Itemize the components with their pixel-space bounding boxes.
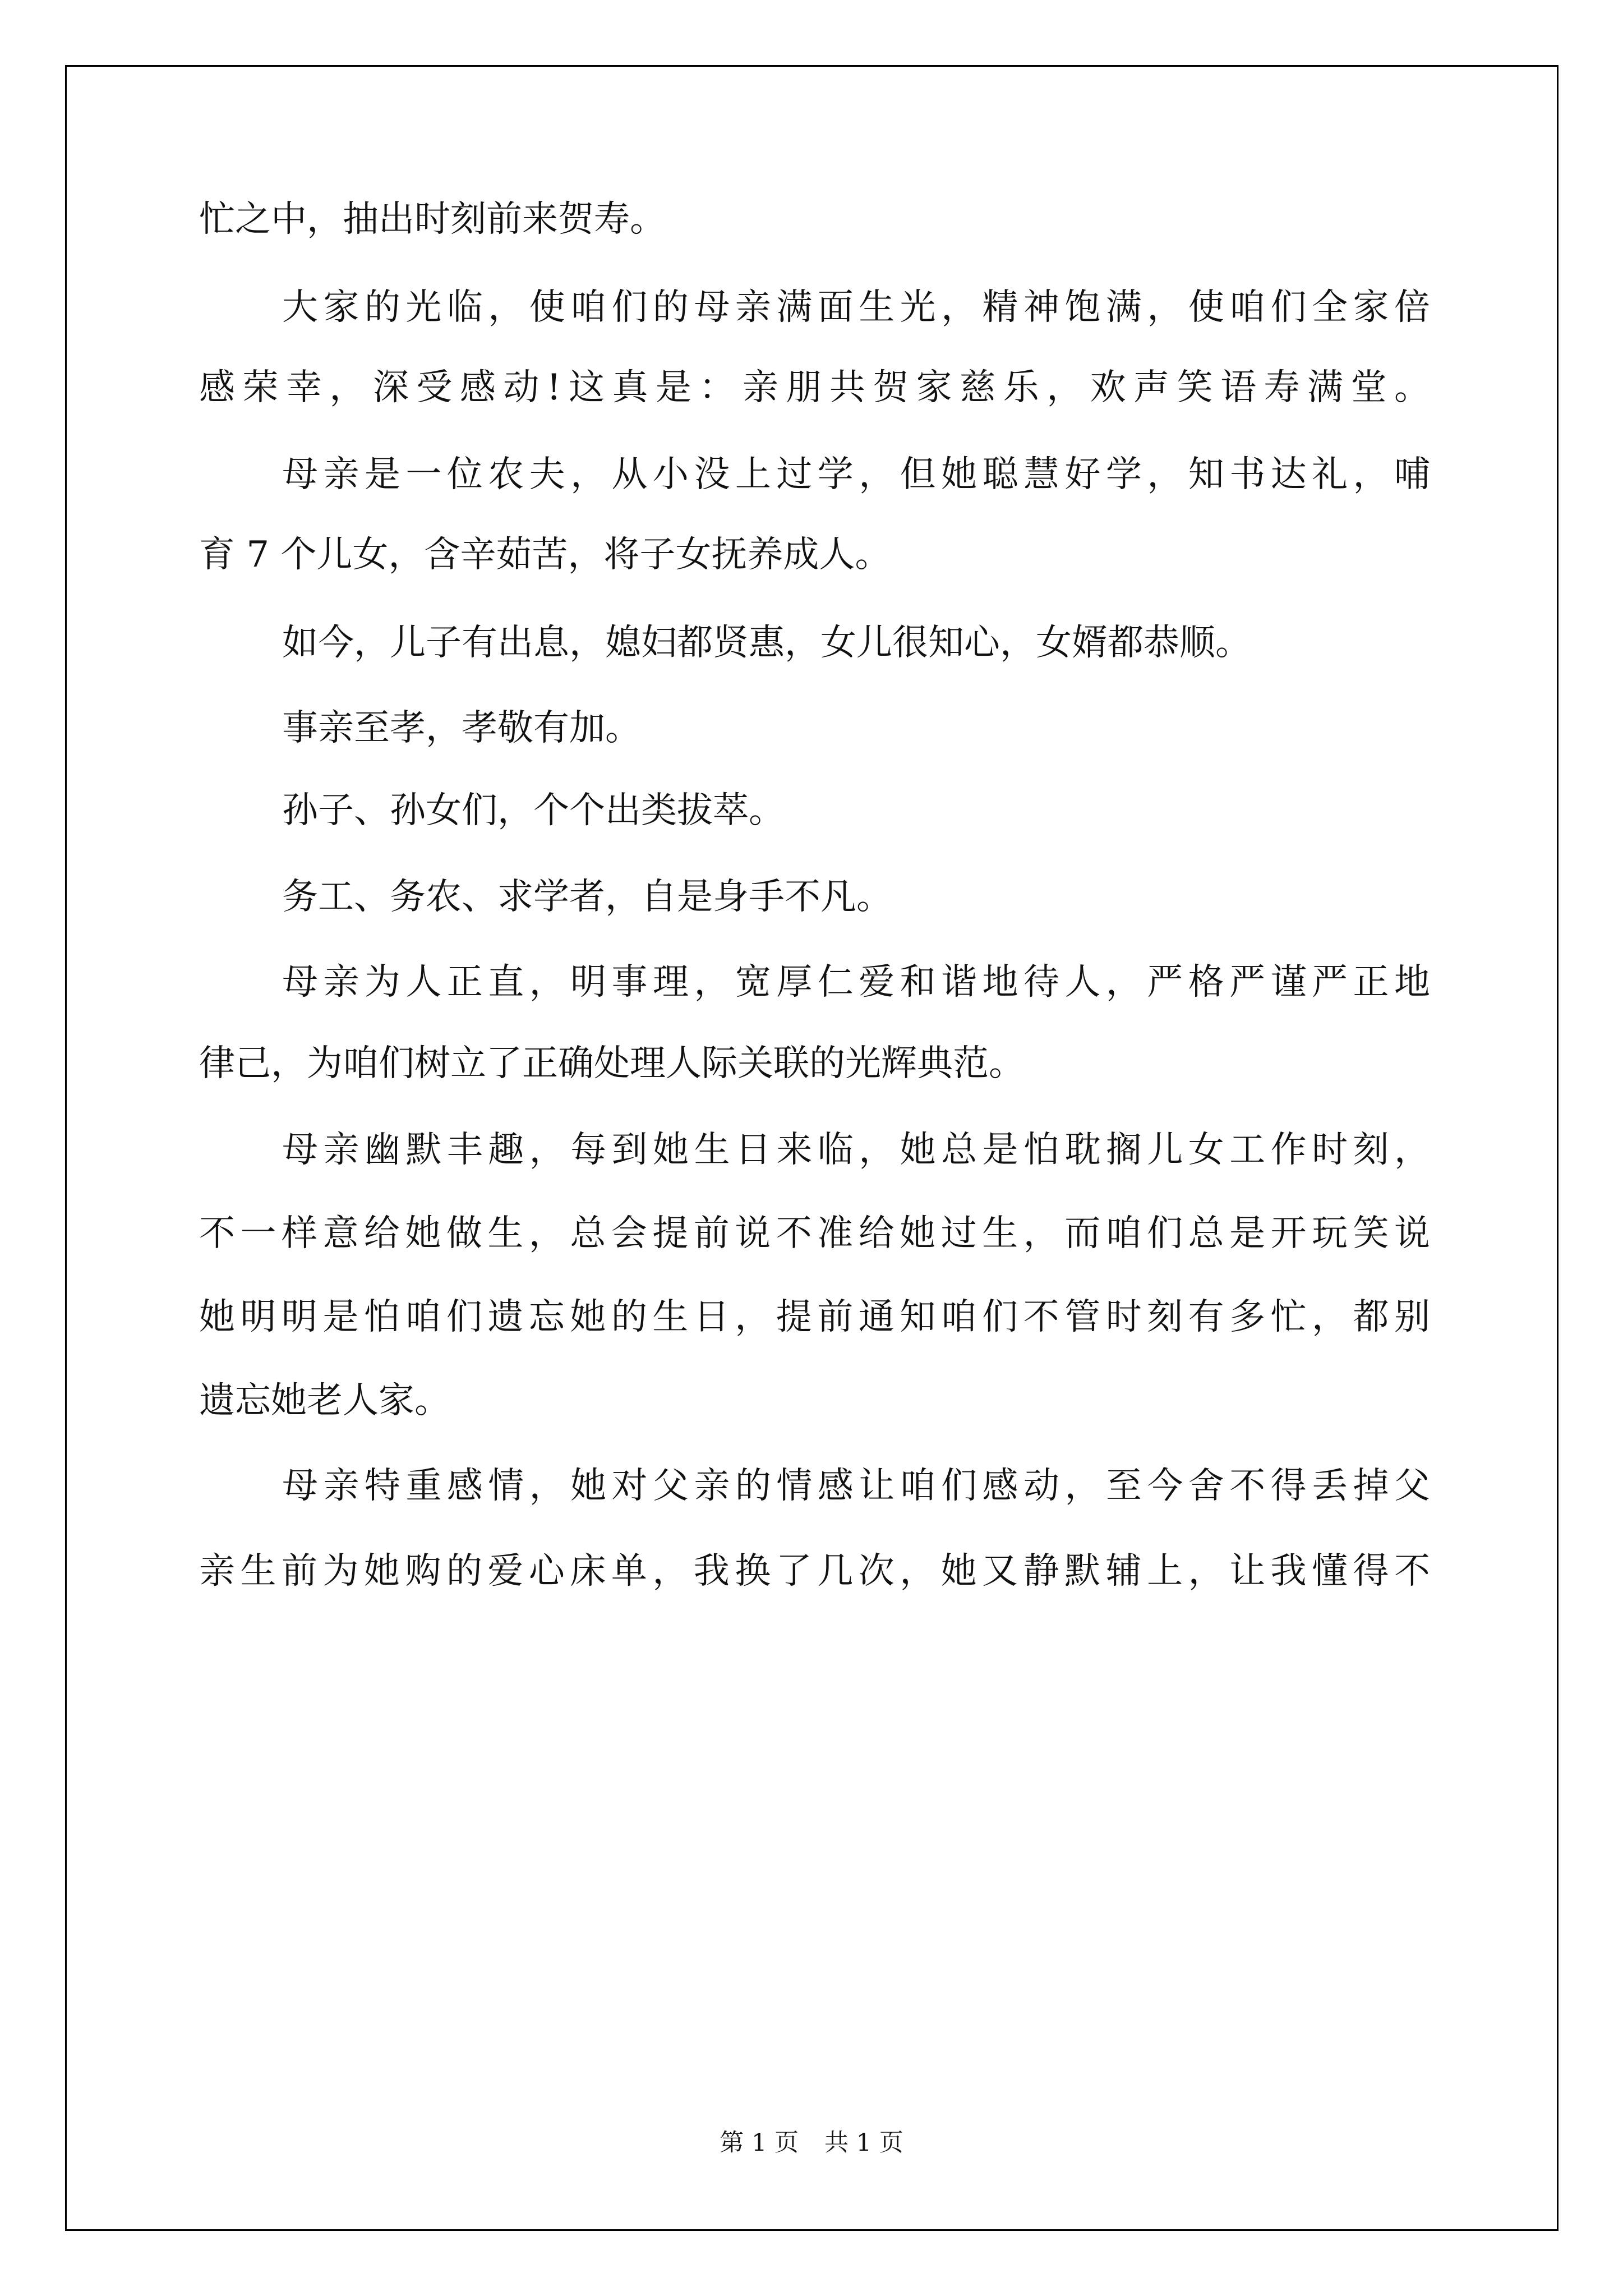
text-line: 母亲为人正直，明事理，宽厚仁爱和谐地待人，严格严谨严正地 — [282, 961, 1430, 1003]
page-number: 第 1 页 — [720, 2129, 799, 2157]
text-line: 遗忘她老人家。 — [199, 1380, 450, 1421]
text-line: 务工、务农、求学者，自是身手不凡。 — [282, 876, 892, 918]
text-line: 不一样意给她做生，总会提前说不准给她过生，而咱们总是开玩笑说 — [199, 1213, 1430, 1254]
text-line: 育 7 个儿女，含辛茹苦，将子女抚养成人。 — [199, 534, 891, 576]
page-total: 共 1 页 — [824, 2129, 903, 2157]
text-line: 孙子、孙女们，个个出类拔萃。 — [282, 790, 785, 831]
page-footer — [0, 2124, 1623, 2158]
text-line: 感荣幸，深受感动!这真是：亲朋共贺家慈乐，欢声笑语寿满堂。 — [199, 367, 1430, 408]
text-line: 她明明是怕咱们遗忘她的生日，提前通知咱们不管时刻有多忙，都别 — [199, 1296, 1430, 1338]
text-line: 母亲是一位农夫，从小没上过学，但她聪慧好学，知书达礼，哺 — [282, 454, 1430, 495]
text-line: 事亲至孝，孝敬有加。 — [282, 707, 641, 749]
text-line: 忙之中，抽出时刻前来贺寿。 — [199, 199, 666, 240]
text-line: 母亲特重感情，她对父亲的情感让咱们感动，至今舍不得丢掉父 — [282, 1465, 1430, 1507]
text-line: 母亲幽默丰趣，每到她生日来临，她总是怕耽搁儿女工作时刻， — [282, 1129, 1430, 1171]
text-line: 大家的光临，使咱们的母亲满面生光，精神饱满，使咱们全家倍 — [282, 287, 1430, 328]
text-line: 律己，为咱们树立了正确处理人际关联的光辉典范。 — [199, 1043, 1025, 1084]
text-line: 如今，儿子有出息，媳妇都贤惠，女儿很知心，女婿都恭顺。 — [282, 622, 1251, 664]
text-line: 亲生前为她购的爱心床单，我换了几次，她又静默辅上，让我懂得不 — [199, 1550, 1430, 1592]
